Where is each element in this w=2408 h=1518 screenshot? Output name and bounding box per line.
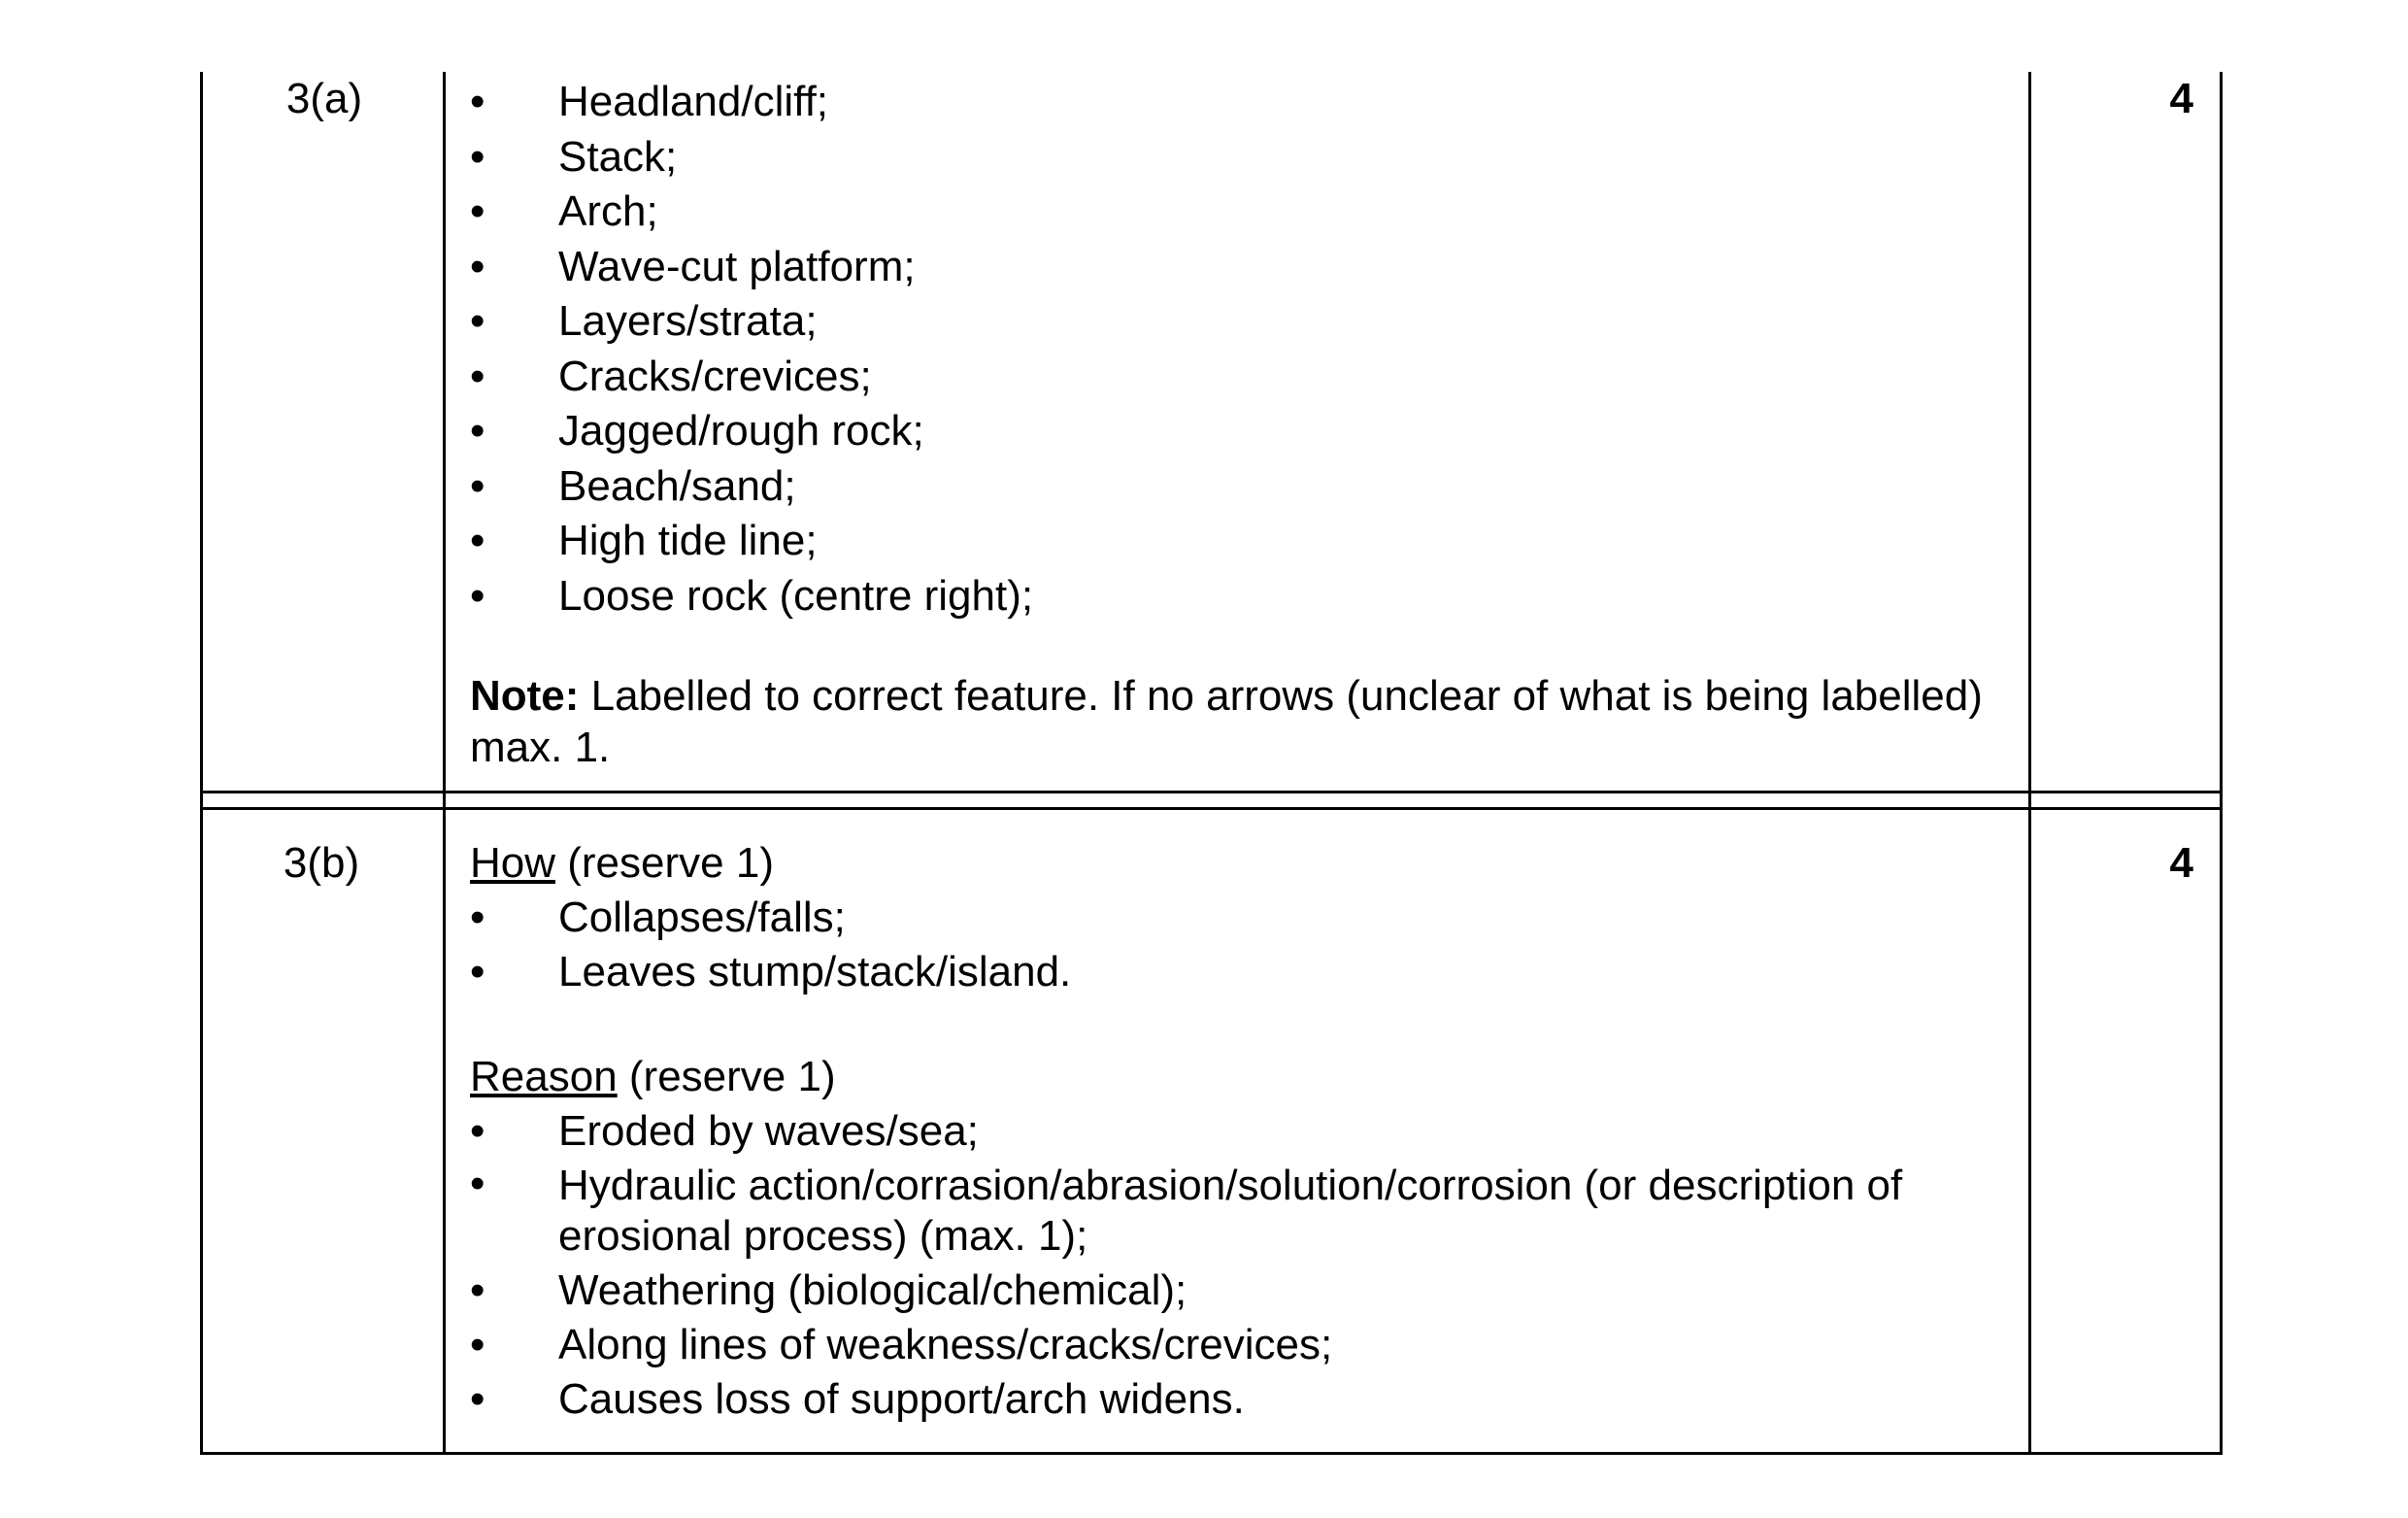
row-separator-top bbox=[200, 791, 2223, 793]
how-heading bbox=[470, 836, 2033, 891]
list-item: • Along lines of weakness/cracks/crevices; bbox=[470, 1318, 2033, 1372]
list-item: • Loose rock (centre right); bbox=[470, 569, 2033, 624]
list-item: • Stack; bbox=[470, 130, 2033, 186]
list-item: • Leaves stump/stack/island. bbox=[470, 945, 2033, 999]
list-item: • Causes loss of support/arch widens. bbox=[470, 1372, 2033, 1427]
table-right-border bbox=[2220, 72, 2223, 1455]
question-number-3b: 3(b) bbox=[283, 839, 360, 887]
table-left-border bbox=[200, 72, 203, 1455]
column-divider-question bbox=[443, 72, 446, 1455]
table-bottom-border bbox=[200, 1452, 2223, 1455]
reason-heading bbox=[470, 1050, 2033, 1104]
answer-cell-3b bbox=[470, 836, 2033, 1427]
note-label: Note: bbox=[470, 672, 580, 720]
reason-heading-label: Reason bbox=[470, 1053, 618, 1100]
spacer bbox=[470, 999, 2033, 1050]
list-item: • Hydraulic action/corrasion/abrasion/solution/corrosion (or description of erosional process) (max. 1); bbox=[470, 1159, 2033, 1264]
marks-3a: 4 bbox=[2169, 75, 2193, 122]
question-number-3a: 3(a) bbox=[285, 75, 363, 122]
list-item: • High tide line; bbox=[470, 514, 2033, 569]
list-item: • Wave-cut platform; bbox=[470, 240, 2033, 295]
list-item: • Eroded by waves/sea; bbox=[470, 1104, 2033, 1159]
list-item: • Layers/strata; bbox=[470, 294, 2033, 350]
how-heading-suffix: (reserve 1) bbox=[555, 839, 774, 887]
list-item: • Beach/sand; bbox=[470, 459, 2033, 515]
reason-heading-suffix: (reserve 1) bbox=[617, 1053, 836, 1100]
note-text: Labelled to correct feature. If no arrows (unclear of what is being labelled) max. 1. bbox=[470, 672, 1983, 771]
list-item: • Headland/cliff; bbox=[470, 75, 2033, 130]
list-item: • Cracks/crevices; bbox=[470, 350, 2033, 405]
mark-scheme-table bbox=[200, 72, 2223, 1455]
marking-note bbox=[470, 670, 2033, 773]
list-item: • Jagged/rough rock; bbox=[470, 404, 2033, 459]
marks-3b: 4 bbox=[2169, 839, 2193, 887]
list-item: • Collapses/falls; bbox=[470, 891, 2033, 945]
list-item: • Weathering (biological/chemical); bbox=[470, 1264, 2033, 1318]
row-separator-bottom bbox=[200, 807, 2223, 810]
how-heading-label: How bbox=[470, 839, 556, 887]
list-item: • Arch; bbox=[470, 185, 2033, 240]
feature-list bbox=[470, 75, 2033, 624]
answer-cell-3a bbox=[470, 75, 2033, 773]
reason-list bbox=[470, 1104, 2033, 1427]
how-list bbox=[470, 891, 2033, 999]
